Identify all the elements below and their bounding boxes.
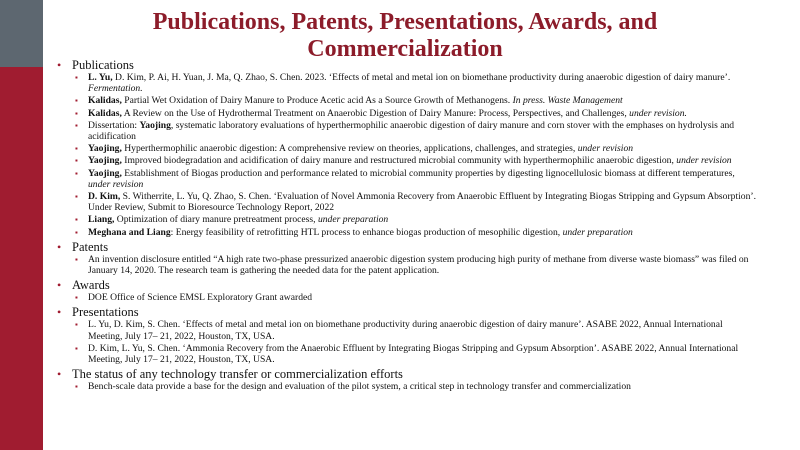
item-text: Establishment of Biogas production and performance related to microbial community properties by digesting lignocellulosic biomass at different temperatures, — [121, 167, 735, 179]
author-name: Kalidas, — [88, 107, 122, 119]
item-status: under revision. — [629, 107, 687, 119]
list-item: ▪ Bench-scale data provide a base for the design and evaluation of the pilot system, a critical step in technology transfer and commercialization — [56, 381, 756, 392]
item-status: under preparation — [317, 214, 389, 226]
item-text: Hyperthermophilic anaerobic digestion: A comprehensive review on theories, applications, challenges, and strategies, — [121, 143, 578, 155]
item-text: : Energy feasibility of retrofitting HTL process to enhance biogas production of mesophilic digestion, — [170, 226, 563, 238]
item-text: S. Witherrite, L. Yu, Q. Zhao, S. Chen. ‘Evaluation of Novel Ammonia Recovery from Anaerobic Effluent by Integrating Biogas Stripping and Gypsum Absorption’. Under Review, Submit to Bioresource Technology Report, 2022 — [88, 191, 756, 214]
presentations-list — [56, 319, 756, 367]
author-name: D. Kim, — [88, 191, 121, 203]
publications-heading: • Publications — [56, 58, 756, 72]
author-name: Kalidas, — [88, 95, 122, 107]
item-status: under preparation — [562, 226, 633, 238]
presentations-heading: • Presentations — [56, 305, 756, 319]
awards-section — [56, 278, 756, 305]
author-name: Yaojing — [139, 119, 171, 131]
item-text: Optimization of diary manure pretreatment process, — [114, 214, 318, 226]
list-item — [56, 168, 756, 190]
author-name: Liang, — [88, 214, 115, 226]
list-item: ▪ L. Yu, D. Kim, S. Chen. ‘Effects of metal and metal ion on biomethane productivity during anaerobic digestion of dairy manure’. ASABE 2022, Annual International Meeting, July 17– 21, 2022, Houston, TX, USA. — [56, 319, 756, 341]
list-item — [56, 143, 756, 154]
list-item — [56, 155, 756, 166]
slide-title: Publications, Patents, Presentations, Awards, and Commercialization — [152, 9, 658, 62]
item-prefix: Dissertation: — [88, 119, 140, 131]
item-text: , systematic laboratory evaluations of hyperthermophilic anaerobic digestion of dairy manure and corn stover with the emphases on hydrolysis and acidification — [88, 119, 735, 143]
item-text: Improved biodegradation and acidification of dairy manure and restructured microbial community with hyperthermophilic anaerobic digestion, — [121, 155, 677, 167]
list-item — [56, 108, 756, 119]
list-item — [56, 191, 756, 213]
item-text: A Review on the Use of Hydrothermal Treatment on Anaerobic Digestion of Dairy Manure: Process, Perspectives, and Challenges, — [121, 107, 630, 119]
commercialization-list — [56, 381, 756, 394]
sidebar-top-block — [0, 0, 43, 67]
item-status: under revision — [88, 178, 144, 190]
slide-content — [56, 58, 756, 394]
item-status: Fermentation. — [88, 83, 143, 95]
awards-heading: • Awards — [56, 278, 756, 292]
awards-list — [56, 292, 756, 305]
author-name: Yaojing, — [88, 167, 122, 179]
list-item — [56, 72, 756, 94]
author-name: Yaojing, — [88, 155, 122, 167]
list-item: ▪ An invention disclosure entitled “A high rate two-phase pressurized anaerobic digestion system producing high purity of methane from diverse waste biomass” was filed on January 14, 2020. The research team is gathering the needed data for the patent application. — [56, 254, 756, 276]
item-status: under revision — [577, 143, 634, 155]
item-text: Partial Wet Oxidation of Dairy Manure to Produce Acetic acid As a Source Growth of Methanogens. — [121, 95, 513, 107]
patents-heading: • Patents — [56, 240, 756, 254]
commercialization-heading: • The status of any technology transfer or commercialization efforts — [56, 367, 756, 381]
list-item: ▪ DOE Office of Science EMSL Exploratory Grant awarded — [56, 292, 756, 303]
list-item — [56, 95, 756, 106]
publications-list — [56, 72, 756, 240]
item-status: In press. Waste Management — [512, 95, 623, 107]
patents-section — [56, 240, 756, 278]
commercialization-section — [56, 367, 756, 394]
list-item — [56, 227, 756, 238]
list-item — [56, 120, 756, 142]
list-item — [56, 214, 756, 225]
sidebar-accent-bar — [0, 67, 43, 450]
item-text: D. Kim, P. Ai, H. Yuan, J. Ma, Q. Zhao, S. Chen. 2023. ‘Effects of metal and metal ion on biomethane productivity during anaerobic digestion of dairy manure’. — [112, 72, 731, 83]
author-name: Yaojing, — [88, 143, 122, 155]
presentations-section — [56, 305, 756, 367]
item-status: under revision — [676, 155, 732, 167]
author-name: Meghana and Liang — [88, 226, 171, 238]
patents-list — [56, 254, 756, 278]
publications-section — [56, 58, 756, 240]
list-item: ▪ D. Kim, L. Yu, S. Chen. ‘Ammonia Recovery from the Anaerobic Effluent by Integrating Biogas Stripping and Gypsum Absorption’. ASABE 2022, Annual International Meeting, July 17– 21, 2022, Houston, TX, USA. — [56, 343, 756, 365]
author-name: L. Yu, — [88, 72, 113, 83]
